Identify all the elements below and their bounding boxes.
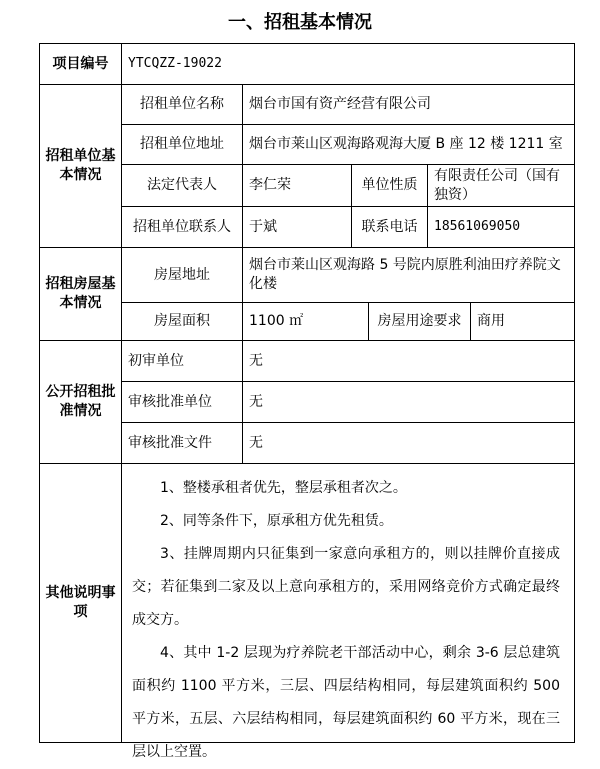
project-number-label: 项目编号: [39, 43, 122, 85]
note-item: 1、整楼承租者优先，整层承租者次之。: [160, 480, 407, 496]
unit-address-label: 招租单位地址: [121, 124, 243, 165]
first-review-label: 初审单位: [121, 340, 243, 382]
unit-name-label: 招租单位名称: [121, 84, 243, 125]
legal-rep-value: 李仁荣: [242, 164, 352, 207]
approval-unit-label: 审核批准单位: [121, 381, 243, 423]
note-item: 4、其中 1-2 层现为疗养院老干部活动中心，剩余 3-6 层总建筑面积约 1100 平方米，三层、四层结构相同，每层建筑面积约 500 平方米，五层、六层结构相同，每层建筑面积约 60 平方米，现在三层以上空置。: [132, 645, 560, 760]
note-item: 2、同等条件下，原承租方优先租赁。: [160, 513, 393, 529]
unit-name-value: 烟台市国有资产经营有限公司: [242, 84, 575, 125]
unit-address-value: 烟台市莱山区观海路观海大厦 B 座 12 楼 1211 室: [242, 124, 575, 165]
house-usage-label: 房屋用途要求: [368, 302, 471, 341]
first-review-value: 无: [242, 340, 575, 382]
unit-nature-label: 单位性质: [351, 164, 428, 207]
section-title: 一、招租基本情况: [228, 12, 372, 33]
house-area-label: 房屋面积: [121, 302, 243, 341]
approval-document-label: 审核批准文件: [121, 422, 243, 464]
legal-rep-label: 法定代表人: [121, 164, 243, 207]
notes-section-label: 其他说明事项: [39, 463, 122, 743]
unit-nature-value: 有限责任公司（国有独资）: [427, 164, 575, 207]
phone-label: 联系电话: [351, 206, 428, 248]
house-area-value: 1100 ㎡: [242, 302, 369, 341]
approval-section-label: 公开招租批准情况: [39, 340, 122, 464]
notes-content: [121, 463, 575, 760]
project-number-value: YTCQZZ-19022: [121, 43, 575, 85]
house-address-value: 烟台市莱山区观海路 5 号院内原胜利油田疗养院文化楼: [242, 247, 575, 303]
house-section-label: 招租房屋基本情况: [39, 247, 122, 341]
house-address-label: 房屋地址: [121, 247, 243, 303]
house-usage-value: 商用: [470, 302, 575, 341]
approval-unit-value: 无: [242, 381, 575, 423]
note-item: 3、挂牌周期内只征集到一家意向承租方的，则以挂牌价直接成交；若征集到二家及以上意向承租方的，采用网络竞价方式确定最终成交方。: [132, 546, 560, 628]
contact-person-value: 于斌: [242, 206, 352, 248]
phone-value: 18561069050: [427, 206, 575, 248]
approval-document-value: 无: [242, 422, 575, 464]
unit-section-label: 招租单位基本情况: [39, 84, 122, 248]
contact-person-label: 招租单位联系人: [121, 206, 243, 248]
